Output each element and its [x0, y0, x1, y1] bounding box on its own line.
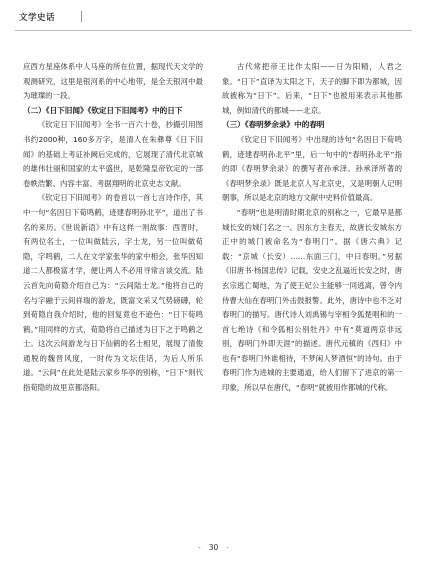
body-paragraph: 《钦定日下旧闻考》的卷首以一首七言诗作序，其中一句“名因日下荀鸣鹤，迹建春明孙北平”，道出了书名的来历。《世说新语》中有这样一则故事：西晋时，有两位名士，一位叫做陆云，字士龙，另一位叫做荀隐，字鸣鹤，二人在文学家张华的家中相会，张华因知道二人都极富才学，便让两人不必用寻常言谈交流。陆云首先向荀隐介绍自己为：“云间陆士龙。”他将自己的名与字融于云间祥瑞的游龙，既富文采又气势磅礴，轮到荀隐自我介绍时，他的回复竟也不逊色：“日下荀鸣鹤。”用同样的方式，荀隐将自己描述为日下之于鸣鹤之士。这次云间游龙与日下仙鹤的名士相见，展现了清俊通脱的魏晋风度，一时传为文坛佳话，为后人所乐道。“云间”在此处是陆云家乡华亭的别称，“日下”则代指荀隐的故里京都洛阳。 — [23, 193, 203, 393]
body-paragraph: 《钦定日下旧闻考》全书一百六十卷，抄撮引用图书约2000种，160多万字，是清人在朱彝尊《日下旧闻》的基础上考证补阙后完成的，它展现了清代北京城的雄伟壮丽和国家的太平盛世，是乾隆皇帝钦定的一部卷帙浩繁、内容丰富、考据翔明的北京史志文献。 — [23, 120, 203, 188]
section-heading: （三）《春明梦余录》中的春明 — [222, 120, 325, 130]
section-label: 文学史话 — [19, 13, 56, 23]
page-number: 30 — [208, 543, 219, 552]
page-footer — [0, 543, 427, 552]
right-column — [222, 60, 402, 396]
section-heading: （二）《日下旧闻》《钦定日下旧闻考》中的日下 — [23, 105, 183, 115]
header-divider-mark — [81, 11, 82, 22]
running-header — [15, 6, 412, 28]
footer-dash-left: - — [198, 543, 201, 552]
body-paragraph: “春明”也是明清时期北京的别称之一，它最早是都城长安的城门名之一。因东方主春天，故唐长安城东方正中的城门被命名为“春明门”。据《唐六典》记载：“京城（长安）……东面三门，中曰春明。”另据《旧唐书·杨国忠传》记载，安史之乱逼近长安之时，唐玄宗逃亡蜀地，为了使王妃公主能够一同逃离，曾令内侍曹大仙在春明门外击鼓报警。此外，唐诗中也不乏对春明门的描写。唐代诗人刘禹锡与宰相令狐楚唱和的一首七绝诗《和令狐相公别牡丹》中有“莫道两京非远别，春明门外即天涯”的描述。唐代元稹的《西归》中也有“春明门外谁相待，不梦闲人梦酒恒”的诗句。由于春明门作为进城的主要通道，给人们留下了进京的第一印象，所以早在唐代，“春明”就被用作都城的代称。 — [222, 207, 402, 393]
header-rule — [15, 30, 412, 31]
body-paragraph: 应西方星座体系中人马座的所在位置，据现代天文学的观测研究，这里是银河系的中心地带，是全天银河中最为璀璨的一段。 — [23, 62, 203, 101]
footer-dash-right: - — [226, 543, 229, 552]
body-paragraph: 古代常把帝王比作太阳——日为阳精，人君之象。“日下”直译为太阳之下，天子的脚下即为都城，因故被称为“日下”。后来，“日下”也被用来表示其他都城，例如清代的都城——北京。 — [222, 62, 402, 115]
left-column — [23, 60, 203, 396]
body-paragraph: 《钦定日下旧闻考》中出现的诗句“名因日下荀鸣鹤，迹建春明孙北平”里，后一句中的“春明孙北平”指的即《春明梦余录》的撰写者孙承泽。孙承泽所著的《春明梦余录》既是北京人写北京史，又是明朝人记明朝事，所以是北京的地方文献中史料价值最高。 — [222, 134, 402, 203]
